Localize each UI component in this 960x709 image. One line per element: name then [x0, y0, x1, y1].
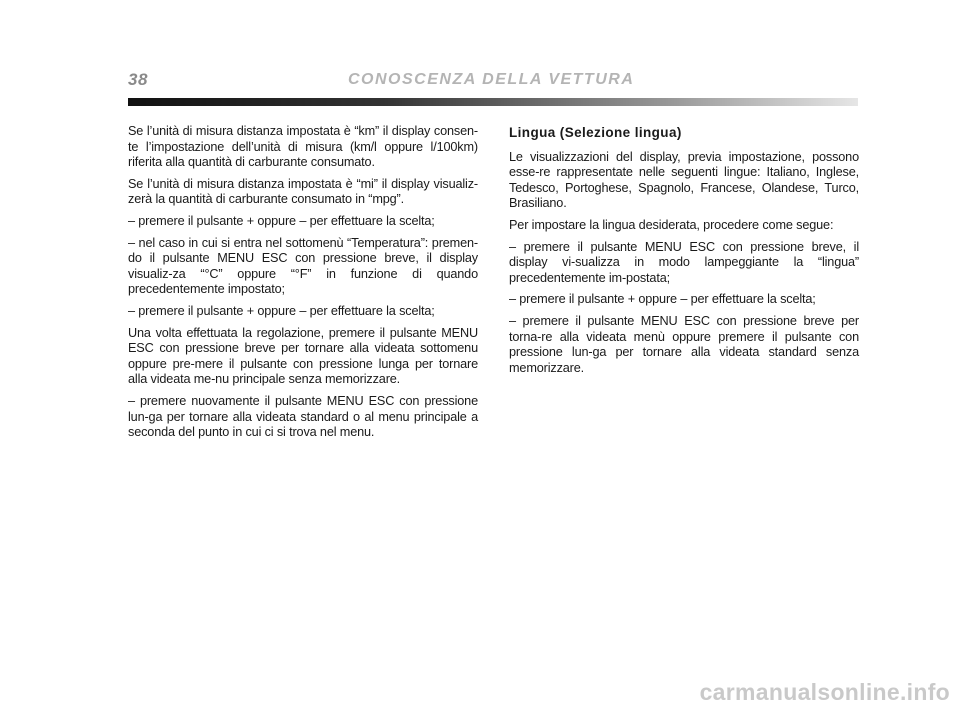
left-column [128, 124, 478, 447]
paragraph: Per impostare la lingua desiderata, procedere come segue: [509, 217, 834, 232]
paragraph: Le visualizzazioni del display, previa impostazione, possono esse-re rappresentate nelle seguenti lingue: Italiano, Inglese, Tedesco, Portoghese, Spagnolo, Francese, Olandese, Turco, Brasiliano. [509, 149, 859, 211]
paragraph: – nel caso in cui si entra nel sottomenù “Temperatura”: premen-do il pulsante MENU ESC con pressione breve, il display visualiz-za “°C” oppure “°F” in funzione di quando precedentemente impostato; [128, 235, 478, 297]
paragraph: – premere il pulsante MENU ESC con pressione breve per torna-re alla videata menù oppure premere il pulsante con pressione lun-ga per tornare alla videata standard senza memorizzare. [509, 313, 859, 375]
paragraph: – premere il pulsante + oppure – per effettuare la scelta; [128, 213, 435, 228]
paragraph: – premere il pulsante + oppure – per effettuare la scelta; [128, 303, 435, 318]
paragraph: – premere nuovamente il pulsante MENU ESC con pressione lun-ga per tornare alla videata standard o al menu principale a seconda del punto in cui ci si trova nel menu. [128, 393, 478, 440]
paragraph: – premere il pulsante + oppure – per effettuare la scelta; [509, 292, 816, 307]
paragraph: – premere il pulsante MENU ESC con pressione breve, il display vi-sualizza in modo lampeggiante la “lingua” precedentemente im-postata; [509, 239, 859, 285]
page-number: 38 [128, 70, 148, 89]
paragraph: Una volta effettuata la regolazione, premere il pulsante MENU ESC con pressione breve per tornare alla videata sottomenu oppure pre-mere il pulsante con pressione lunga per tornare alla videata me-nu principale senza memorizzare. [128, 325, 478, 387]
watermark: carmanualsonline.info [699, 679, 950, 705]
paragraph: Se l’unità di misura distanza impostata è “mi” il display visualiz-zerà la quantità di carburante consumato in “mpg”. [128, 176, 478, 207]
header-rule [128, 98, 858, 106]
running-title: CONOSCENZA DELLA VETTURA [348, 71, 635, 88]
paragraph: Se l’unità di misura distanza impostata è “km” il display consen-te l’impostazione dell’unità di misura (km/l oppure l/100km) riferita alla quantità di carburante consumato. [128, 124, 478, 170]
right-column [509, 124, 859, 382]
section-heading: Lingua (Selezione lingua) [509, 125, 682, 140]
